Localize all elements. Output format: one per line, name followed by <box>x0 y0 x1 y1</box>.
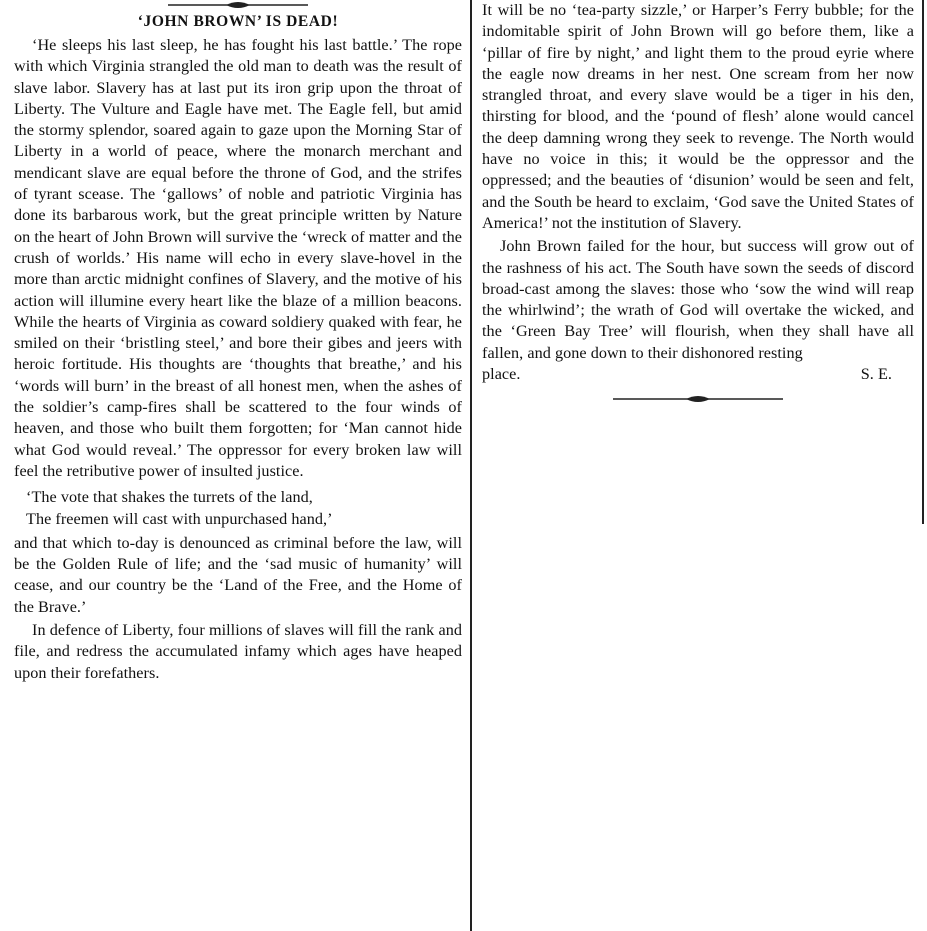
verse-line: The freemen will cast with unpurchased hand,’ <box>26 509 333 528</box>
article-paragraph: In defence of Liberty, four millions of slaves will fill the rank and file, and redress the accumulated infamy which ages have heaped upon their forefathers. <box>14 621 462 682</box>
right-border-rule <box>922 0 924 524</box>
closing-line <box>482 364 914 385</box>
end-ornament-rule <box>588 393 808 405</box>
left-column <box>14 0 462 684</box>
author-signature: S. E. <box>860 365 892 384</box>
article-paragraph: and that which to-day is denounced as criminal before the law, will be the Golden Rule of life; and the ‘sad music of humanity’ will cease, and our country be the ‘Land of the Free, and the Home of the Brave.’ <box>14 533 462 616</box>
closing-word: place. <box>482 365 521 384</box>
verse-quote <box>26 487 462 530</box>
top-ornament-rule <box>138 0 338 10</box>
column-divider <box>470 0 472 931</box>
right-column <box>482 0 914 405</box>
article-paragraph: It will be no ‘tea-party sizzle,’ or Harper’s Ferry bubble; for the indomitable spirit of John Brown will go before them, like a ‘pillar of fire by night,’ and light them to the proud eyrie where the eagle now dreams in her nest. One scream from her now strangled throat, and every slave would be a tiger in his den, thirsting for blood, and the ‘pound of flesh’ alone would cancel the deep damning wrong they seek to revenge. The North would have no voice in this; it would be the oppressor and the oppressed; and the beauties of ‘disunion’ would be seen and felt, and the South be heard to exclaim, ‘God save the United States of America!’ not the institution of Slavery. <box>482 1 914 232</box>
article-paragraph: ‘He sleeps his last sleep, he has fought his last battle.’ The rope with which Virginia strangled the old man to death was the result of slave labor. Slavery has at last put its iron grip upon the throat of Liberty. The Vulture and Eagle have met. The Eagle fell, but amid the stormy splendor, soared again to gaze upon the Morning Star of Liberty in a world of peace, where the monarch merchant and mendicant slave are equal before the throne of God, and the strifes of tyrant scease. The ‘gallows’ of noble and patriotic Virginia has done its barbarous work, but the great principle written by Nature on the heart of John Brown will survive the ‘wreck of matter and the crush of worlds.’ His name will echo in every slave-hovel in the more than arctic midnight confines of Slavery, and the motive of his action will illumine every heart like the blaze of a million beacons. While the hearts of Virginia as coward soldiery quaked with fear, he smiled on their ‘bristling steel,’ and bore their gibes and jeers with heroic fortitude. His thoughts are ‘thoughts that breathe,’ and his ‘words will burn’ in the breast of all honest men, when the ashes of the soldier’s camp-fires shall be scattered to the four winds of heaven, and those who built them forgotten; for ‘Man cannot hide what God would reveal.’ The oppressor for every broken law will feel the retributive power of insulted justice. <box>14 36 462 480</box>
verse-line: ‘The vote that shakes the turrets of the land, <box>26 488 313 507</box>
article-paragraph: John Brown failed for the hour, but success will grow out of the rashness of his act. The South have sown the seeds of discord broad-cast among the slaves: those who ‘sow the wind will reap the whirlwind’; the wrath of God will overtake the wicked, and the ‘Green Bay Tree’ will flourish, when they shall have all fallen, and gone down to their dishonored resting <box>482 237 914 362</box>
article-title: ‘JOHN BROWN’ IS DEAD! <box>137 13 339 30</box>
